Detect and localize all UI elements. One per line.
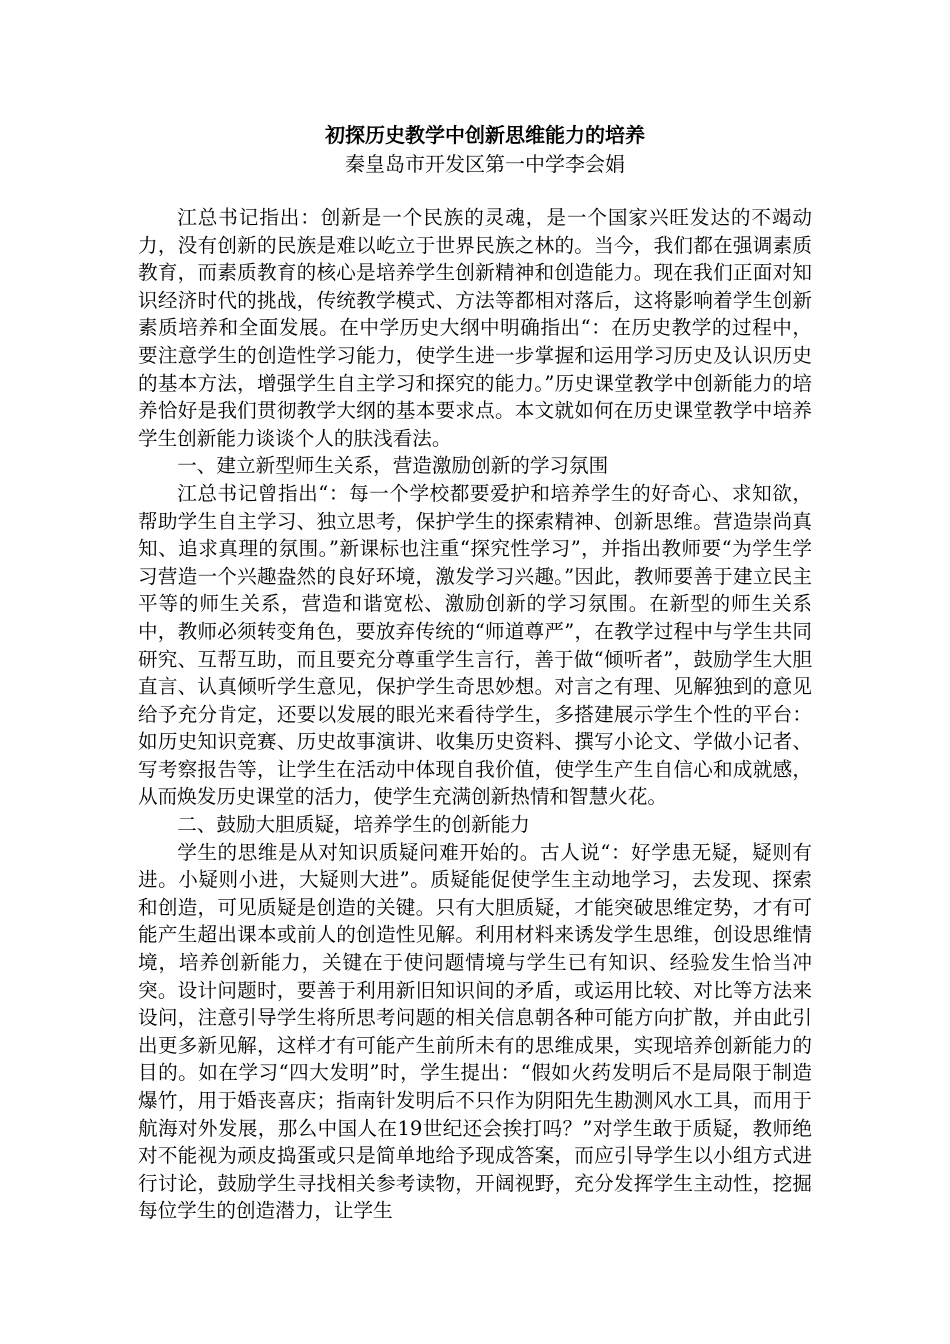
- section-2-paragraph: 学生的思维是从对知识质疑问难开始的。古人说“：好学患无疑，疑则有进。小疑则小进，大疑则大进”。质疑能促使学生主动地学习，去发现、探索和创造，可见质疑是创造的关键。只有大胆质疑，才能突破思维定势，才有可能产生超出课本或前人的创造性见解。利用材料来诱发学生思维，创设思维情境，培养创新能力，关键在于使问题情境与学生已有知识、经验发生恰当冲突。设计问题时，要善于利用新旧知识间的矛盾，或运用比较、对比等方法来设问，注意引导学生将所思考问题的相关信息朝各种可能方向扩散，并由此引出更多新见解，这样才有可能产生前所未有的思维成果，实现培养创新能力的目的。如在学习“四大发明”时，学生提出：“假如火药发明后不是局限于制造爆竹，用于婚丧喜庆；指南针发明后不只作为阴阳先生勘测风水工具，而用于航海对外发展，那么中国人在19世纪还会挨打吗？”对学生敢于质疑，教师绝对不能视为顽皮捣蛋或只是简单地给予现成答案，而应引导学生以小组方式进行讨论，鼓励学生寻找相关参考读物，开阔视野，充分发挥学生主动性，挖掘每位学生的创造潜力，让学生: [138, 840, 812, 1223]
- section-heading-2: 二、鼓励大胆质疑，培养学生的创新能力: [177, 813, 530, 837]
- document-title: 初探历史教学中创新思维能力的培养: [325, 123, 645, 147]
- document-body: [138, 120, 812, 1225]
- document-author: 秦皇岛市开发区第一中学李会娟: [345, 152, 625, 176]
- intro-paragraph: 江总书记指出：创新是一个民族的灵魂，是一个国家兴旺发达的不竭动力，没有创新的民族是难以屹立于世界民族之林的。当今，我们都在强调素质教育，而素质教育的核心是培养学生创新精神和创造能力。现在我们正面对知识经济时代的挑战，传统教学模式、方法等都相对落后，这将影响着学生创新素质培养和全面发展。在中学历史大纲中明确指出“：在历史教学的过程中，要注意学生的创造性学习能力，使学生进一步掌握和运用学习历史及认识历史的基本方法，增强学生自主学习和探究的能力。”历史课堂教学中创新能力的培养恰好是我们贯彻教学大纲的基本要求点。本文就如何在历史课堂教学中培养学生创新能力谈谈个人的肤浅看法。: [138, 206, 812, 450]
- section-heading-1: 一、建立新型师生关系，营造激励创新的学习氛围: [177, 454, 609, 478]
- section-1-paragraph: 江总书记曾指出“：每一个学校都要爱护和培养学生的好奇心、求知欲，帮助学生自主学习、独立思考，保护学生的探索精神、创新思维。营造崇尚真知、追求真理的氛围。”新课标也注重“探究性学习”，并指出教师要“为学生学习营造一个兴趣盎然的良好环境，激发学习兴趣。”因此，教师要善于建立民主平等的师生关系，营造和谐宽松、激励创新的学习氛围。在新型的师生关系中，教师必须转变角色，要放弃传统的“师道尊严”，在教学过程中与学生共同研究、互帮互助，而且要充分尊重学生言行，善于做“倾听者”，鼓励学生大胆直言、认真倾听学生意见，保护学生奇思妙想。对言之有理、见解独到的意见给予充分肯定，还要以发展的眼光来看待学生，多搭建展示学生个性的平台：如历史知识竞赛、历史故事演讲、收集历史资料、撰写小论文、学做小记者、写考察报告等，让学生在活动中体现自我价值，使学生产生自信心和成就感，从而焕发历史课堂的活力，使学生充满创新热情和智慧火花。: [138, 481, 812, 809]
